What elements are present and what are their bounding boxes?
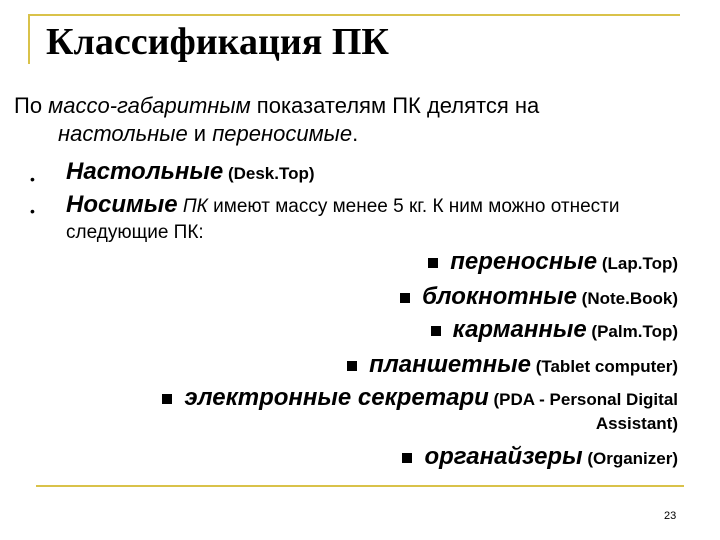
- square-bullet-icon: [402, 453, 412, 463]
- bullet-2-em: ПК: [177, 196, 208, 217]
- intro-em2: настольные: [58, 121, 188, 146]
- intro-em3: переносимые: [212, 121, 353, 146]
- list-item-continuation: [596, 409, 678, 440]
- list-item: [402, 442, 678, 475]
- bullet-1-word: Настольные: [66, 158, 224, 185]
- item-word: планшетные: [369, 351, 531, 378]
- item-paren: (Tablet computer): [530, 357, 678, 376]
- item-paren: (Note.Book): [576, 289, 678, 308]
- item-continuation: Assistant): [595, 414, 678, 433]
- frame-bottom-line: [36, 485, 684, 487]
- square-bullet-icon: [400, 293, 410, 303]
- slide-title: Классификация ПК: [46, 21, 389, 63]
- item-paren: (Organizer): [582, 449, 678, 468]
- list-item: [400, 282, 678, 315]
- intro-paragraph: [14, 92, 694, 148]
- item-paren: (Lap.Top): [597, 254, 678, 273]
- bullet-2-continuation: следующие ПК:: [66, 222, 204, 243]
- square-bullet-icon: [428, 258, 438, 268]
- square-bullet-icon: [431, 326, 441, 336]
- list-item: [347, 350, 678, 383]
- intro-mid: показателям ПК делятся на: [250, 93, 540, 118]
- intro-em: массо-габаритным: [48, 93, 251, 118]
- item-word: органайзеры: [424, 443, 583, 470]
- page-number: 23: [664, 510, 677, 522]
- square-bullet-icon: [162, 394, 172, 404]
- bullet-1: [66, 157, 315, 190]
- item-word: электронные секретари: [184, 384, 489, 411]
- bullet-dot-2: •: [30, 203, 35, 219]
- square-bullet-icon: [347, 361, 357, 371]
- item-paren: (Palm.Top): [586, 322, 678, 341]
- list-item: [431, 315, 678, 348]
- frame-left-line: [28, 14, 30, 64]
- intro-end: .: [352, 121, 359, 146]
- bullet-2-rest: имеют массу менее 5 кг. К ним можно отнести: [207, 196, 620, 217]
- intro-continuation: [14, 120, 694, 148]
- item-word: блокнотные: [422, 283, 577, 310]
- list-item: [428, 247, 678, 280]
- item-word: карманные: [452, 316, 587, 343]
- intro-prefix: По: [14, 93, 49, 118]
- bullet-dot-1: •: [30, 171, 35, 187]
- bullet-2: [66, 190, 619, 223]
- item-paren: (PDA - Personal Digital: [488, 390, 678, 409]
- frame-top-line: [28, 14, 680, 16]
- bullet-2-word: Носимые: [66, 191, 178, 218]
- intro-and: и: [187, 121, 213, 146]
- bullet-1-paren: (Desk.Top): [223, 164, 315, 183]
- item-word: переносные: [450, 248, 598, 275]
